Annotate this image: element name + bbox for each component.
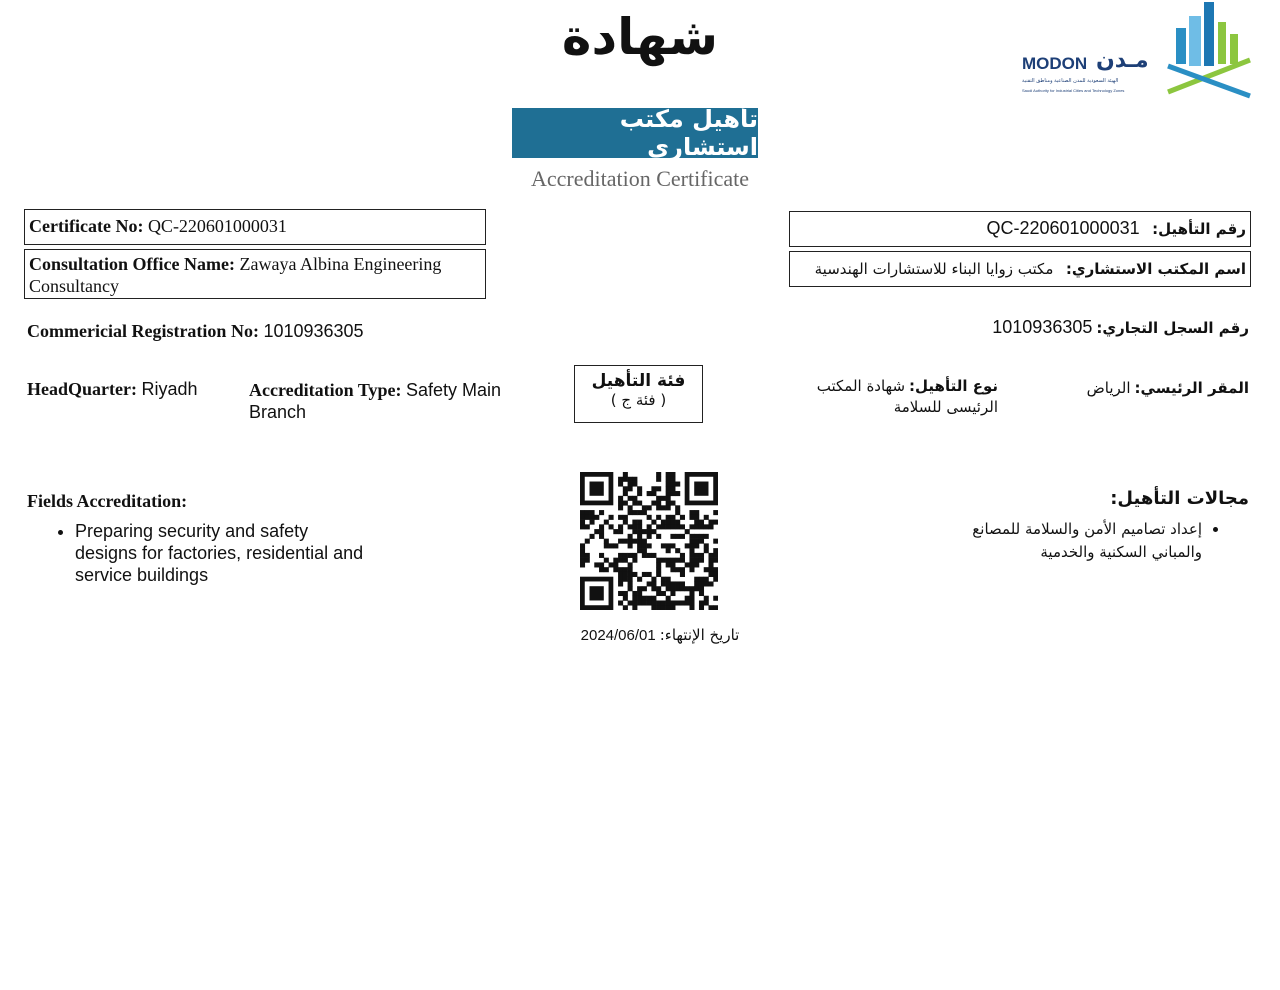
type-value-ar: شهادة المكتب الرئيسى للسلامة xyxy=(816,377,998,416)
cert-no-label-en: Certificate No: xyxy=(29,216,144,236)
cr-value-en: 1010936305 xyxy=(263,321,364,341)
hq-label-ar: المقر الرئيسي: xyxy=(1134,379,1249,397)
fields-label-en: Fields Accreditation: xyxy=(27,491,188,511)
logo-line-ar: الهيئة السعودية للمدن الصناعية ومناطق التقنية xyxy=(1022,78,1119,84)
hq-label-en: HeadQuarter: xyxy=(27,379,137,399)
field-item-en: • Preparing security and safety designs for factories, residential and service buildings xyxy=(75,520,367,586)
office-label-en: Consultation Office Name: xyxy=(29,254,235,274)
type-label-en: Accreditation Type: xyxy=(249,380,402,400)
hq-value-en: Riyadh xyxy=(141,379,198,399)
hq-row-en xyxy=(27,379,198,400)
cr-row-ar xyxy=(992,317,1249,338)
category-label: فئة التأهيل xyxy=(591,371,686,391)
cr-label-en: Commericial Registration No: xyxy=(27,321,259,341)
fields-list-ar xyxy=(960,518,1250,564)
cert-no-value-en: QC-220601000031 xyxy=(147,216,287,236)
office-value-ar: مكتب زوايا البناء للاستشارات الهندسية xyxy=(814,260,1054,278)
hq-value-ar: الرياض xyxy=(1086,379,1131,397)
cr-label-ar: رقم السجل التجاري: xyxy=(1096,319,1249,337)
type-row-ar xyxy=(770,376,998,418)
fields-list-en xyxy=(27,520,367,586)
cert-no-value-ar: QC-220601000031 xyxy=(986,218,1140,238)
subtitle: Accreditation Certificate xyxy=(530,166,750,191)
office-box-ar xyxy=(789,251,1251,287)
type-value-en: Safety Main Branch xyxy=(249,380,502,422)
cr-row-en xyxy=(27,321,364,342)
field-item-ar: • إعداد تصاميم الأمن والسلامة للمصانع والمباني السكنية والخدمية xyxy=(960,518,1202,564)
logo-line-en: Saudi Authority for Industrial Cities and Technology Zones xyxy=(1022,88,1125,93)
category-box xyxy=(574,365,703,423)
hq-row-ar xyxy=(1087,379,1249,398)
office-label-ar: اسم المكتب الاستشاري: xyxy=(1065,260,1246,278)
category-value: ( فئة ج ) xyxy=(610,391,667,409)
logo-brand-ar: مـدن xyxy=(1096,48,1149,73)
type-label-ar: نوع التأهيل: xyxy=(909,377,998,395)
qr-code xyxy=(580,472,718,610)
logo-brand-en: MODON xyxy=(1022,54,1088,73)
expiry-date: 2024/06/01 xyxy=(580,627,656,644)
cert-no-label-ar: رقم التأهيل: xyxy=(1152,220,1246,238)
banner-title: تأهيل مكتب استشاري xyxy=(512,108,758,158)
office-box-en xyxy=(24,249,486,299)
cert-no-box-en xyxy=(24,209,486,245)
office-value-en: Zawaya Albina Engineering Consultancy xyxy=(29,254,442,296)
certificate-title: شهادة xyxy=(561,8,719,66)
cr-value-ar: 1010936305 xyxy=(992,317,1093,337)
type-row-en xyxy=(249,379,539,423)
fields-label-ar: مجالات التأهيل: xyxy=(1110,488,1249,509)
cert-no-box-ar xyxy=(789,211,1251,247)
modon-logo xyxy=(1018,0,1258,100)
expiry-row xyxy=(560,626,760,645)
expiry-label: تاريخ الإنتهاء: xyxy=(659,626,740,644)
